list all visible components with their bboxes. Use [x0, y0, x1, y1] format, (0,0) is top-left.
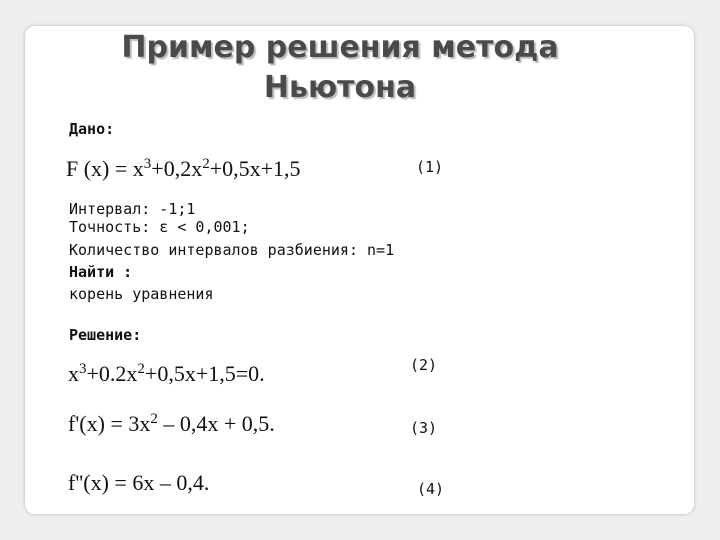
- find-label: Найти :: [69, 263, 133, 281]
- equation-formula: [68, 361, 265, 387]
- equation-number-3: (3): [410, 419, 438, 437]
- first-derivative-formula: [68, 411, 275, 437]
- interval-text: Интервал: -1;1: [69, 200, 196, 218]
- equation-number-2: (2): [410, 356, 438, 374]
- slide-title-line1: Пример решения метода: [121, 30, 559, 65]
- formula-part: +0.2x: [86, 361, 138, 386]
- equation-number-4: (4): [417, 480, 445, 498]
- second-derivative-formula: f''(x) = 6x – 0,4.: [68, 470, 210, 495]
- partitions-text: Количество интервалов разбиения: n=1: [69, 241, 395, 259]
- slide-title-line2: Ньютона: [263, 70, 417, 105]
- formula-exponent: 2: [202, 156, 210, 172]
- formula-part: +0,2x: [151, 156, 203, 181]
- formula-exponent: 3: [143, 156, 152, 172]
- find-value: корень уравнения: [69, 285, 214, 303]
- formula-exponent: 2: [137, 361, 145, 377]
- formula-part: x: [68, 361, 79, 386]
- formula-part: +0,5x+1,5=0.: [144, 361, 265, 386]
- formula-part: f'(x) = 3x: [68, 411, 151, 436]
- formula-part: – 0,4x + 0,5.: [157, 411, 275, 436]
- formula-exponent: 2: [150, 411, 158, 427]
- formula-part: F (x) = x: [66, 156, 144, 181]
- function-formula: [66, 156, 301, 182]
- solution-label: Решение:: [69, 326, 142, 344]
- formula-exponent: 3: [79, 361, 87, 377]
- given-label: Дано:: [69, 120, 115, 138]
- equation-number-1: (1): [416, 158, 444, 176]
- formula-part: +0,5x+1,5: [209, 156, 301, 181]
- accuracy-text: Точность: ε < 0,001;: [69, 218, 250, 236]
